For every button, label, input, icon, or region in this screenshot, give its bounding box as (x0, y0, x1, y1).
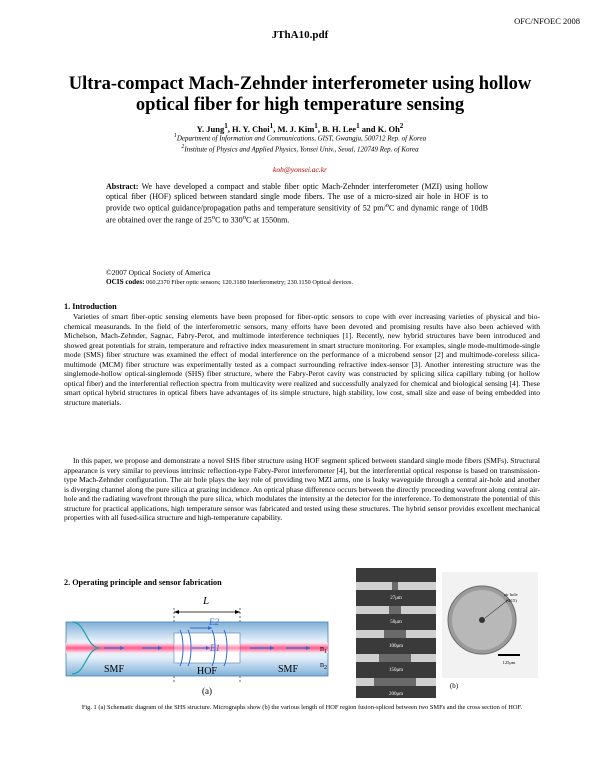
author-5-affil: 2 (399, 122, 404, 130)
degree-mark: o (242, 214, 246, 222)
author-4-affil: 1 (356, 122, 360, 130)
affiliation-2 (40, 143, 560, 154)
hof-label: HOF (196, 666, 218, 677)
paper-title (40, 74, 560, 116)
figure-caption: Fig. 1 (a) Schematic diagram of the SHS structure. Micrographs show (b) the various length of HOF region fusion-spliced between two SMFs and the cross section of HOF. (81, 704, 523, 711)
air-hole-label: air hole (504, 592, 518, 597)
smf-left-label: SMF (103, 664, 125, 675)
scale-label-4: 150μm (388, 668, 404, 673)
scale-label-1: 27μm (390, 596, 402, 601)
n1-symbol: n (320, 644, 324, 653)
affiliation-1-mark: 1 (173, 133, 177, 139)
air-hole-size: (Φ15) (506, 598, 517, 603)
author-3: M. J. Kim (277, 123, 315, 134)
affiliation-2-text: Institute of Physics and Applied Physics, Yonsei Univ., Seoul, 120749 Rep. of Korea (184, 145, 419, 154)
author-2-affil: 1 (269, 122, 274, 130)
cross-scale-label: 125μm (502, 660, 516, 665)
author-sep: , (317, 123, 323, 134)
abstract-text-c: C to 330 (215, 216, 243, 226)
length-label: L (202, 595, 210, 607)
air-hole-dot (479, 617, 485, 623)
title-line-1: Ultra-compact Mach-Zehnder interferometer using hollow (68, 74, 532, 94)
section-1-heading: 1. Introduction (64, 302, 117, 311)
n2-subscript: 2 (324, 665, 327, 671)
abstract-text-b: C and dynamic range of 10dB are obtained over the range of 25 (106, 203, 489, 226)
figure-schematic (64, 588, 354, 700)
section-1-paragraph-2: In this paper, we propose and demonstrate a novel SHS fiber structure using HOF segment spliced between standard single mode fibers (SMFs). Structural appearance is very similar to previous intrinsic reflection-type Fabry-Perot interferometer [4], but the interferential optical response is based on transmission-type Mach-Zehnder configuration. The air hole plays the key role of providing two MZI arms, one is leaky waveguide through a central air-hole and another is diverging channel along the pure silica at grazing incidence. An optical phase difference occurs between the directly proceeding wavefront along central air-hole and the radiating wavefront through the pure silica, which modulates the intensity at the detector for the interference. To demonstrate the potential of this structure for practical applications, high temperature sensor was fabricated and tested using these structures. The hybrid sensor provides excellent mechanical properties with all fused-silica structure and high-temperature capability. (64, 456, 540, 523)
degree-mark: o (385, 202, 390, 210)
abstract-paragraph (106, 182, 488, 226)
length-arrow-right (235, 610, 240, 614)
affiliation-2-mark: 2 (181, 144, 185, 151)
ocis-text: 060.2370 Fiber optic sensors; 120.3180 Interferometry; 230.1150 Optical devices. (144, 279, 353, 286)
panel-a-label: (a) (202, 686, 212, 696)
abstract-text-d: C at 1550nm. (245, 216, 290, 226)
author-1: Y. Jung (196, 123, 225, 134)
affiliations (40, 132, 560, 155)
contact-email[interactable]: koh@yonsei.ac.kr (273, 165, 327, 174)
scale-label-3: 100μm (388, 644, 404, 649)
author-sep: , (273, 123, 278, 134)
e2-label: E2 (209, 617, 219, 627)
section-2-heading: 2. Operating principle and sensor fabrication (64, 578, 222, 587)
copyright-line: ©2007 Optical Society of America (106, 268, 211, 277)
affiliation-1-text: Department of Information and Communications, GIST, Gwangju, 500712 Rep. of Korea (176, 134, 427, 143)
abstract-label: Abstract: (106, 182, 139, 191)
author-2: H. Y. Choi (232, 123, 270, 134)
scale-label-2: 50μm (390, 620, 402, 625)
cross-section-panel (442, 572, 538, 692)
cross-scale-bar (498, 654, 520, 656)
author-sep: , (227, 123, 233, 134)
paper-code: JThA10.pdf (271, 29, 329, 41)
section-1-paragraph-1: Varieties of smart fiber-optic sensing elements have been proposed for fiber-optic sensors to cope with ever increasing varieties of physical and bio-chemical measurands. In the field of the interferometric sensors, many efforts have been devoted and promising results have also been achieved with Michelson, Mach-Zehnder, Sagnac, Fabry-Perot, and multimode interference techniques [1]. Recently, new hybrid structures have been introduced and showed great potentials for strain, temperature and refractive index measurement in smart structure monitoring. For examples, single mode-multimode-single mode (SMS) fiber structure was examined the effect of modal interference on the performance of a microbend sensor [2] and multimode-coreless silica-multimode (MCM) fiber structure was experimentally tested as a compact surrounding refractive index-sensor [3]. Another interesting structure was the singlemode-hollow optical-singlemode (SHS) fiber structure, where the Fabry-Perot cavity was constructed by splicing silica capillary tubing (or hollow optical fiber) and the interferential reflection spectra from multicavity were realized and successfully analyzed for chemical and biological sensing [4]. These smart optical hybrid structures in optical fibers have advantages of its simple structure, high stability, low cost, small size and ease of being embedded into structure materials. (64, 312, 540, 407)
author-and: and (359, 123, 378, 134)
hof-segment (389, 606, 401, 614)
author-5: K. Oh (377, 123, 400, 134)
author-1-affil: 1 (224, 122, 228, 130)
e1-label: E1 (210, 643, 220, 653)
ocis-label: OCIS codes: (106, 278, 145, 286)
panel-b-label: (b) (449, 682, 459, 690)
author-4: B. H. Lee (322, 123, 357, 134)
scale-label-5: 200μm (388, 692, 404, 697)
conference-label: OFC/NFOEC 2008 (514, 16, 580, 26)
hof-segment (392, 582, 398, 590)
ocis-codes (106, 278, 353, 286)
affiliation-1 (40, 132, 560, 143)
abstract-text-a: We have developed a compact and stable fiber optic Mach-Zehnder interferometer (MZI) using hollow optical fiber (HOF) spliced between standard single mode fibers. The use of a micro-sized air hole in HOF is to provide two optical guidance/propagation paths and temperature sensitivity of 52 pm/ (106, 182, 488, 213)
hof-segment (384, 630, 406, 638)
author-3-affil: 1 (314, 122, 318, 130)
hof-segment (379, 654, 411, 662)
n2-symbol: n (320, 660, 324, 669)
length-arrow-left (174, 610, 179, 614)
smf-right-label: SMF (277, 664, 299, 675)
title-line-2: optical fiber for high temperature sensing (135, 95, 465, 115)
degree-mark: o (211, 214, 216, 222)
hof-segment (374, 678, 416, 686)
n1-subscript: 1 (324, 649, 327, 655)
